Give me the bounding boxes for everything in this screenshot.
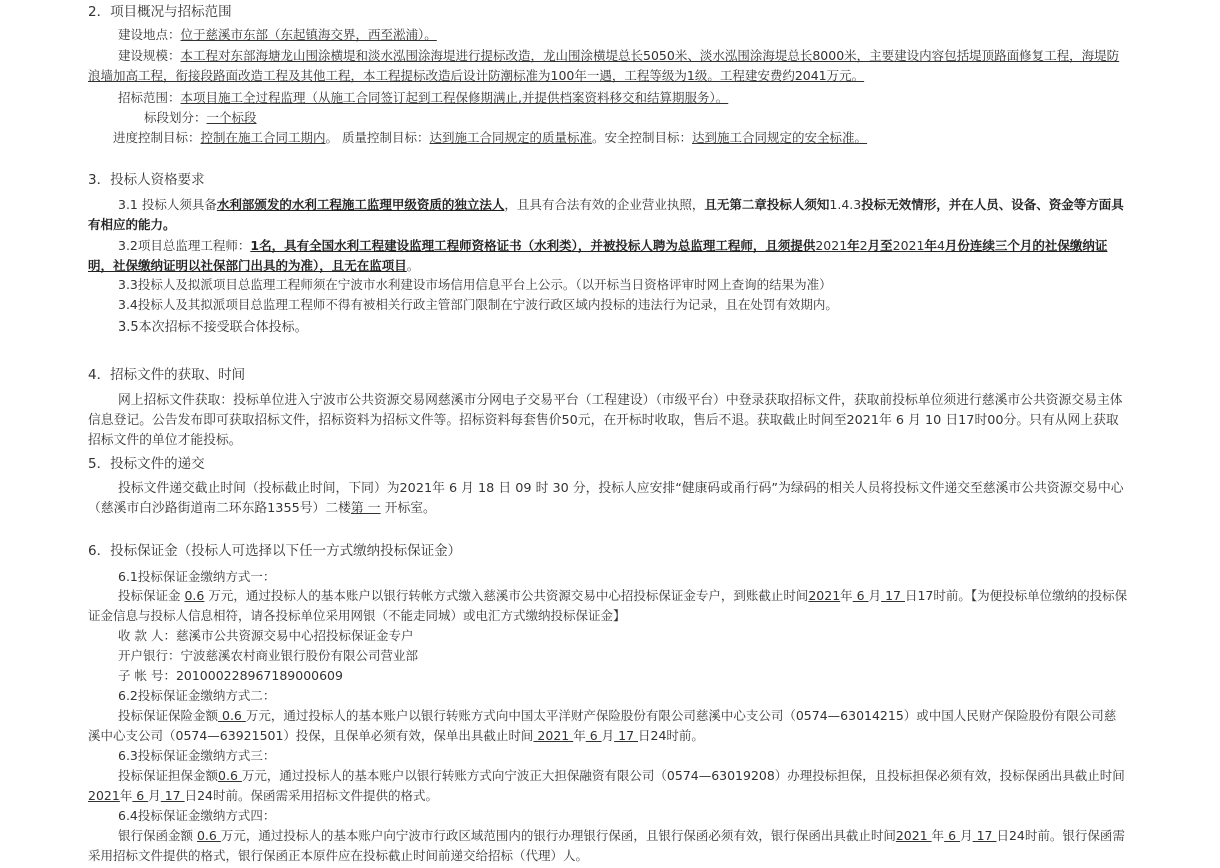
m4-text-b: 万元，通过投标人的基本账户向宁波市行政区域范围内的银行办理银行保函，且银行保函必须有效，银行保函出具截止时间 xyxy=(220,828,896,843)
section-4-heading: 4．招标文件的获取、时间 xyxy=(88,367,246,383)
m2-text-e: 日24时前。 xyxy=(638,728,704,743)
m3-text-b: 万元，通过投标人的基本账户以银行转账方式向宁波正大担保融资有限公司（0574—63019208）办理投标担保，且投标担保必须有效，投标保函出具截止时间 xyxy=(241,768,1125,783)
req-3-3: 3.3投标人及拟派项目总监理工程师须在宁波市水利建设市场信用信息平台上公示。（以开标当日资格评审时网上查询的结果为准） xyxy=(118,277,832,292)
m3-yue: 月 xyxy=(148,788,161,803)
req-3-1-bold-tail: 投标无效情形，并在人员、设备、资金等方面具有相应的能力。 xyxy=(88,197,1124,232)
method-4-title: 6.4投标保证金缴纳方式四： xyxy=(118,808,276,823)
submission-tail: 开标室。 xyxy=(380,501,436,516)
m1-amount: 0.6 xyxy=(184,588,205,603)
method-2-title: 6.2投标保证金缴纳方式二： xyxy=(118,688,276,703)
req-3-2-year-1: 2021 xyxy=(815,238,848,253)
m4-yue: 月 xyxy=(960,828,973,843)
req-3-2-month-2: 4 xyxy=(936,238,945,253)
lot-value: 一个标段 xyxy=(206,110,257,125)
section-2-heading: 2．项目概况与招标范围 xyxy=(88,4,232,20)
req-3-2-bold: 1名，具有全国水利工程建设监理工程师资格证书（水利类），并被投标人聘为总监理工程师，且须提供 xyxy=(250,238,816,253)
quality-value: 达到施工合同规定的质量标准 xyxy=(429,130,593,145)
m3-day: 17 xyxy=(160,788,185,803)
scale-label: 建设规模： xyxy=(118,48,181,63)
safety-value: 达到施工合同规定的安全标准。 xyxy=(692,130,868,145)
method-4-paragraph xyxy=(88,826,1128,866)
site-value: 位于慈溪市东部（东起镇海交界，西至淞浦）。 xyxy=(180,27,437,42)
m2-text-a: 投标保证保险金额 xyxy=(118,708,219,723)
m1-year: 2021 xyxy=(808,588,841,603)
req-3-2-nian-1: 年 xyxy=(847,238,860,253)
tender-doc-paragraph: 网上招标文件获取：投标单位进入宁波市公共资源交易网慈溪市分网电子交易平台（工程建设）（市级平台）中登录获取招标文件，获取前投标单位须进行慈溪市公共资源交易主体信息登记。公告发布即可获取招标文件，招标资料为招标文件等。招标资料每套售价50元，在开标时收取，售后不退。获取截止时间至2021年 6 月 10 日17时00分。只有从网上获取招标文件的单位才能投标。 xyxy=(88,393,1123,448)
m4-text-e: 日24时前。银行保函需采用招标文件提供的格式，银行保函正本原件应在投标截止时间前递交给招标（代理）人。 xyxy=(88,828,1125,863)
req-3-2-year-2: 2021 xyxy=(892,238,925,253)
scale-value: 本工程对东部海塘龙山围涂横堤和淡水泓围涂海堤进行提标改造，龙山围涂横堤总长5050米、淡水泓围涂海堤总长8000米，主要建设内容包括堤顶路面修复工程，海堤防浪墙加高工程，衔接段路面改造工程及其他工程，本工程提标改造后设计防潮标准为100年一遇，工程等级为1级。工程建安费约2041万元。 xyxy=(88,48,1120,83)
m3-year: 2021 xyxy=(88,788,120,803)
m1-text-a: 投标保证金 xyxy=(118,588,185,603)
m4-year: 2021 xyxy=(895,828,932,843)
m2-amount: 0.6 xyxy=(218,708,246,723)
req-3-5: 3.5本次招标不接受联合体投标。 xyxy=(118,320,308,335)
m2-text-b: 万元，通过投标人的基本账户以银行转账方式向中国太平洋财产保险股份有限公司慈溪中心支公司（0574—63014215）或中国人民财产保险股份有限公司慈溪中心支公司（0574—63921501）投保，且保单必须有效，保单出具截止时间 xyxy=(88,708,1117,743)
section-6-heading: 6．投标保证金（投标人可选择以下任一方式缴纳投标保证金） xyxy=(88,543,462,559)
m4-day: 17 xyxy=(972,828,997,843)
site-line xyxy=(118,25,1158,45)
req-3-2-month-1: 2 xyxy=(859,238,868,253)
range-value: 本项目施工全过程监理（从施工合同签订起到工程保修期满止,并提供档案资料移交和结算期服务）。 xyxy=(180,90,729,105)
req-3-1 xyxy=(88,195,1128,235)
m3-amount: 0.6 xyxy=(218,768,242,783)
m1-month: 6 xyxy=(852,588,869,603)
bank-line: 开户银行：宁波慈溪农村商业银行股份有限公司营业部 xyxy=(118,648,419,663)
req-3-2 xyxy=(88,236,1128,276)
schedule-value: 控制在施工合同工期内 xyxy=(200,130,326,145)
section-3-heading: 3．投标人资格要求 xyxy=(88,172,205,188)
m1-text-e: 日17时前。【为便投标单位缴纳的投标保证金信息与投标人信息相符，请各投标单位采用网银（不能走同城）或电汇方式缴纳投标保证金】 xyxy=(88,588,1128,623)
req-3-2-to: 月至 xyxy=(867,238,893,253)
m2-nian: 年 xyxy=(573,728,586,743)
m1-yue: 月 xyxy=(868,588,882,603)
method-3-title: 6.3投标保证金缴纳方式三： xyxy=(118,748,276,763)
site-label: 建设地点： xyxy=(118,27,181,42)
range-line xyxy=(118,88,1158,108)
method-1-paragraph xyxy=(88,586,1128,626)
scale-paragraph xyxy=(88,46,1128,86)
req-3-2-bold-tail: 月份连续三个月的社保缴纳证明，社保缴纳证明以社保部门出具的为准），且无在监项目 xyxy=(88,238,1108,273)
req-3-2-label: 3.2项目总监理工程师： xyxy=(118,238,251,253)
req-3-2-period: 。 xyxy=(406,258,420,273)
m2-day: 17 xyxy=(614,728,638,743)
method-2-paragraph xyxy=(88,706,1128,746)
m1-day: 17 xyxy=(881,588,905,603)
m4-text-a: 银行保函金额 xyxy=(118,828,197,843)
range-label: 招标范围： xyxy=(118,90,181,105)
m2-year: 2021 xyxy=(533,728,574,743)
m3-month: 6 xyxy=(132,788,149,803)
quality-label: 。 质量控制目标： xyxy=(325,130,430,145)
method-3-paragraph xyxy=(88,766,1128,806)
m3-text-a: 投标保证担保金额 xyxy=(118,768,219,783)
m3-nian: 年 xyxy=(119,788,133,803)
req-3-1-ref: 1.4.3 xyxy=(829,197,862,212)
account-line: 子 帐 号：20100022896718900060​9 xyxy=(118,668,343,683)
m2-yue: 月 xyxy=(601,728,615,743)
method-1-title: 6.1投标保证金缴纳方式一： xyxy=(118,569,276,584)
schedule-label: 进度控制目标： xyxy=(113,130,201,145)
req-3-1-bold: 且无第二章投标人须知 xyxy=(704,197,830,212)
payee-line: 收 款 人：慈溪市公共资源交易中心招投标保证金专户 xyxy=(118,628,414,643)
m4-amount: 0.6 xyxy=(196,828,221,843)
submission-paragraph xyxy=(88,479,1128,519)
m3-text-e: 日24时前。保函需采用招标文件提供的格式。 xyxy=(184,788,439,803)
m1-text-b: 万元，通过投标人的基本账户以银行转帐方式缴入慈溪市公共资源交易中心招投标保证金专户，到账截止时间 xyxy=(204,588,809,603)
lot-line xyxy=(144,108,1184,128)
safety-label: 。安全控制目标： xyxy=(592,130,693,145)
req-3-1-text: 3.1 投标人须具备 xyxy=(118,197,217,212)
control-targets-line xyxy=(113,128,1153,148)
submission-text: 投标文件递交截止时间（投标截止时间，下同）为2021年 6 月 18 日 09 时 30 分，投标人应安排“健康码或甬行码”为绿码的相关人员将投标文件递交至慈溪市公共资源交易中心（慈溪市白沙路街道南二环东路1355号）二楼 xyxy=(88,481,1124,516)
section-5-heading: 5．投标文件的递交 xyxy=(88,456,205,472)
req-3-4: 3.4投标人及其拟派项目总监理工程师不得有被相关行政主管部门限制在宁波行政区域内投标的违法行为记录，且在处罚有效期内。 xyxy=(118,297,838,312)
req-3-1-license: ，且具有合法有效的企业营业执照， xyxy=(504,197,705,212)
m2-month: 6 xyxy=(585,728,602,743)
submission-room: 第 一 xyxy=(350,501,381,516)
req-3-2-nian-2: 年 xyxy=(924,238,937,253)
req-3-1-qualification: 水利部颁发的水利工程施工监理甲级资质的独立法人 xyxy=(216,197,505,212)
m4-month: 6 xyxy=(944,828,961,843)
lot-label: 标段划分： xyxy=(144,110,207,125)
m1-nian: 年 xyxy=(840,588,853,603)
m4-nian: 年 xyxy=(931,828,945,843)
